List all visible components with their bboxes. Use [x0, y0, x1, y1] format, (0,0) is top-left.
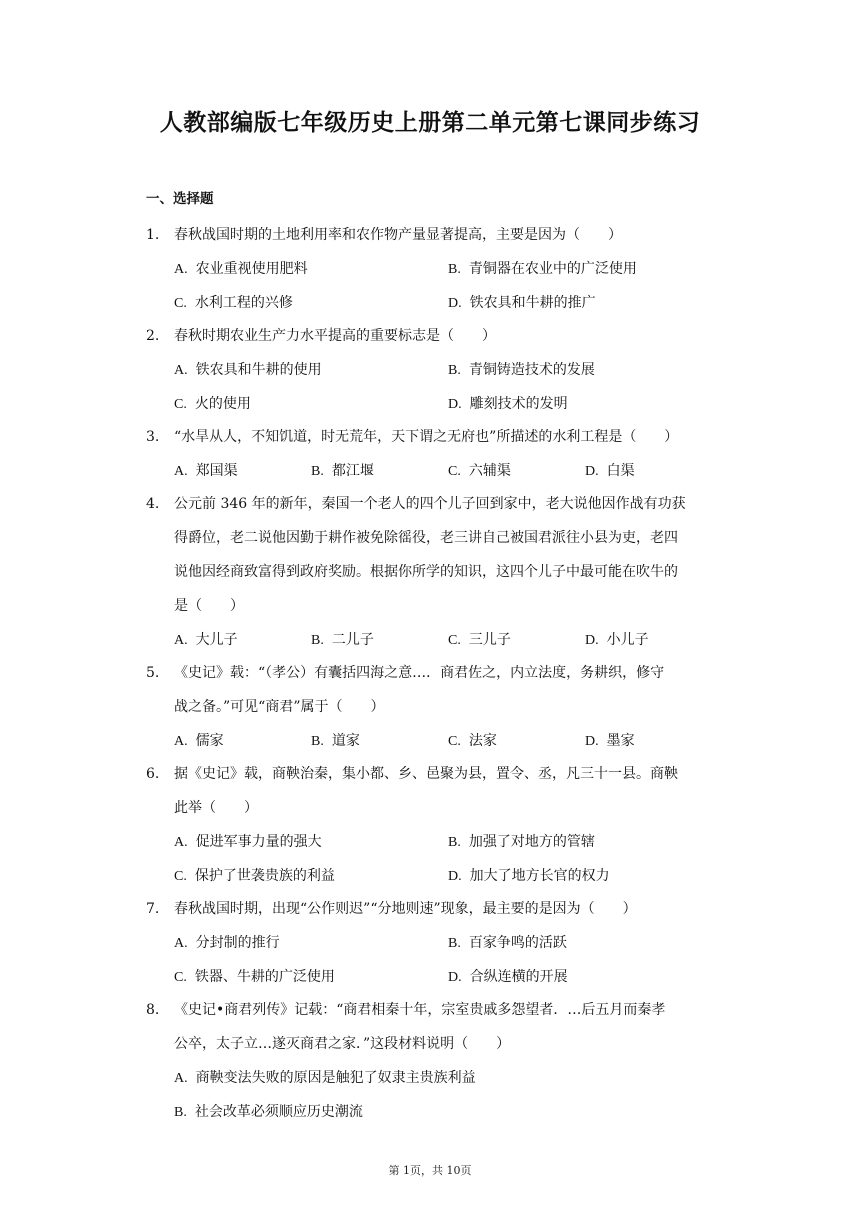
option-text: 社会改革必须顺应历史潮流 — [194, 1104, 363, 1120]
option-letter: A. — [174, 464, 188, 479]
question-stem — [174, 757, 722, 825]
option-d — [585, 454, 635, 489]
option-c — [174, 286, 293, 321]
option-letter: C. — [174, 869, 187, 884]
question-stem-line: 此举（ ） — [174, 800, 258, 816]
option-text: 加大了地方长官的权力 — [469, 868, 610, 884]
page-footer: 第 1页，共 10页 — [388, 1164, 472, 1177]
option-text: 雕刻技术的发明 — [469, 396, 568, 412]
option-text: 白渠 — [606, 463, 635, 479]
option-text: 墨家 — [606, 733, 635, 749]
option-a — [174, 825, 322, 860]
option-b — [174, 1095, 363, 1130]
option-text: 百家争鸣的活跃 — [468, 935, 567, 951]
option-text: 都江堰 — [331, 463, 374, 479]
option-letter: B. — [311, 464, 324, 479]
option-text: 六辅渠 — [468, 463, 511, 479]
option-letter: C. — [174, 296, 187, 311]
option-text: 儒家 — [195, 733, 224, 749]
option-a — [174, 1061, 476, 1096]
option-a — [174, 724, 224, 759]
option-text: 火的使用 — [194, 396, 251, 412]
option-letter: D. — [448, 970, 462, 985]
option-letter: A. — [174, 262, 188, 277]
question-stem-line: 是（ ） — [174, 598, 244, 614]
question-stem-line: 春秋战国时期，出现“公作则迟”“分地则速”现象，最主要的是因为（ ） — [174, 901, 637, 917]
question-stem — [174, 319, 722, 353]
option-letter: B. — [448, 936, 461, 951]
question-stem-line: 公卒，太子立…遂灭商君之家．”这段材料说明（ ） — [174, 1036, 511, 1052]
option-letter: C. — [448, 464, 461, 479]
option-d — [448, 387, 568, 422]
option-c — [448, 724, 497, 759]
option-letter: D. — [585, 633, 599, 648]
option-letter: D. — [448, 869, 462, 884]
option-b — [448, 825, 595, 860]
option-text: 铁农具和牛耕的推广 — [469, 295, 596, 311]
option-letter: B. — [448, 363, 461, 378]
option-text: 青铜器在农业中的广泛使用 — [468, 261, 637, 277]
option-letter: D. — [585, 464, 599, 479]
option-letter: B. — [311, 734, 324, 749]
question-number: 5. — [146, 665, 160, 681]
option-text: 郑国渠 — [195, 463, 238, 479]
question-number: 3. — [146, 429, 160, 445]
option-letter: A. — [174, 363, 188, 378]
option-letter: D. — [448, 296, 462, 311]
question-stem-line: 公元前 346 年的新年，秦国一个老人的四个儿子回到家中，老大说他因作战有功获 — [174, 496, 686, 512]
option-letter: B. — [448, 262, 461, 277]
option-letter: C. — [174, 970, 187, 985]
option-letter: D. — [585, 734, 599, 749]
option-letter: A. — [174, 1071, 188, 1086]
question-number: 1. — [146, 227, 160, 243]
option-b — [311, 724, 360, 759]
option-c — [174, 387, 251, 422]
question-stem-line: 据《史记》载，商鞅治秦，集小都、乡、邑聚为县，置令、丞，凡三十一县。商鞅 — [174, 766, 678, 782]
option-letter: B. — [174, 1105, 187, 1120]
option-letter: A. — [174, 734, 188, 749]
option-letter: C. — [448, 734, 461, 749]
option-a — [174, 454, 238, 489]
option-letter: C. — [174, 397, 187, 412]
question-stem — [174, 892, 722, 926]
option-letter: A. — [174, 835, 188, 850]
option-text: 三儿子 — [468, 632, 511, 648]
option-letter: B. — [448, 835, 461, 850]
question-stem-line: 《史记•商君列传》记载：“商君相秦十年，宗室贵戚多怨望者．…后五月而秦孝 — [174, 1002, 666, 1018]
question-number: 7. — [146, 901, 160, 917]
question-number: 4. — [146, 496, 160, 512]
option-text: 商鞅变法失败的原因是触犯了奴隶主贵族利益 — [195, 1070, 476, 1086]
page-title: 人教部编版七年级历史上册第二单元第七课同步练习 — [159, 110, 701, 136]
option-d — [585, 623, 649, 658]
option-text: 合纵连横的开展 — [469, 969, 568, 985]
question-stem — [174, 656, 722, 724]
question-stem-line: 说他因经商致富得到政府奖励。根据你所学的知识，这四个儿子中最可能在吹牛的 — [174, 564, 678, 580]
option-text: 法家 — [468, 733, 497, 749]
question-stem-line: 《史记》载：“（孝公）有囊括四海之意…．商君佐之，内立法度，务耕织，修守 — [174, 665, 665, 681]
option-letter: A. — [174, 936, 188, 951]
question-stem — [174, 993, 722, 1061]
option-b — [311, 454, 374, 489]
question-stem-line: 春秋战国时期的土地利用率和农作物产量显著提高，主要是因为（ ） — [174, 227, 622, 243]
option-letter: D. — [448, 397, 462, 412]
question-number: 2. — [146, 328, 160, 344]
option-text: 保护了世袭贵族的利益 — [194, 868, 335, 884]
option-letter: B. — [311, 633, 324, 648]
question-stem — [174, 487, 722, 623]
question-stem — [174, 218, 722, 252]
option-c — [174, 960, 335, 995]
question-number: 8. — [146, 1002, 160, 1018]
section-heading: 一、选择题 — [146, 191, 214, 207]
option-b — [311, 623, 374, 658]
option-a — [174, 623, 238, 658]
option-text: 大儿子 — [195, 632, 238, 648]
option-b — [448, 353, 595, 388]
option-d — [448, 960, 568, 995]
option-text: 小儿子 — [606, 632, 649, 648]
option-letter: A. — [174, 633, 188, 648]
option-d — [448, 859, 610, 894]
question-stem — [174, 420, 722, 454]
option-text: 农业重视使用肥料 — [195, 261, 308, 277]
option-text: 二儿子 — [331, 632, 374, 648]
question-stem-line: 得爵位，老二说他因勤于耕作被免除徭役，老三讲自己被国君派往小县为吏，老四 — [174, 530, 678, 546]
option-text: 水利工程的兴修 — [194, 295, 293, 311]
option-a — [174, 353, 322, 388]
option-d — [585, 724, 635, 759]
question-number: 6. — [146, 766, 160, 782]
option-c — [174, 859, 335, 894]
option-text: 促进军事力量的强大 — [195, 834, 322, 850]
question-stem-line: 战之备。”可见“商君”属于（ ） — [174, 699, 385, 715]
option-c — [448, 623, 511, 658]
option-text: 道家 — [331, 733, 360, 749]
option-text: 青铜铸造技术的发展 — [468, 362, 595, 378]
question-stem-line: 春秋时期农业生产力水平提高的重要标志是（ ） — [174, 328, 496, 344]
option-letter: C. — [448, 633, 461, 648]
question-stem-line: “水旱从人，不知饥道，时无荒年，天下谓之无府也”所描述的水利工程是（ ） — [174, 429, 679, 445]
option-a — [174, 926, 280, 961]
option-text: 铁器、牛耕的广泛使用 — [194, 969, 335, 985]
option-c — [448, 454, 511, 489]
option-b — [448, 926, 567, 961]
option-text: 加强了对地方的管辖 — [468, 834, 595, 850]
option-a — [174, 252, 308, 287]
option-text: 分封制的推行 — [195, 935, 280, 951]
option-b — [448, 252, 637, 287]
option-text: 铁农具和牛耕的使用 — [195, 362, 322, 378]
option-d — [448, 286, 596, 321]
